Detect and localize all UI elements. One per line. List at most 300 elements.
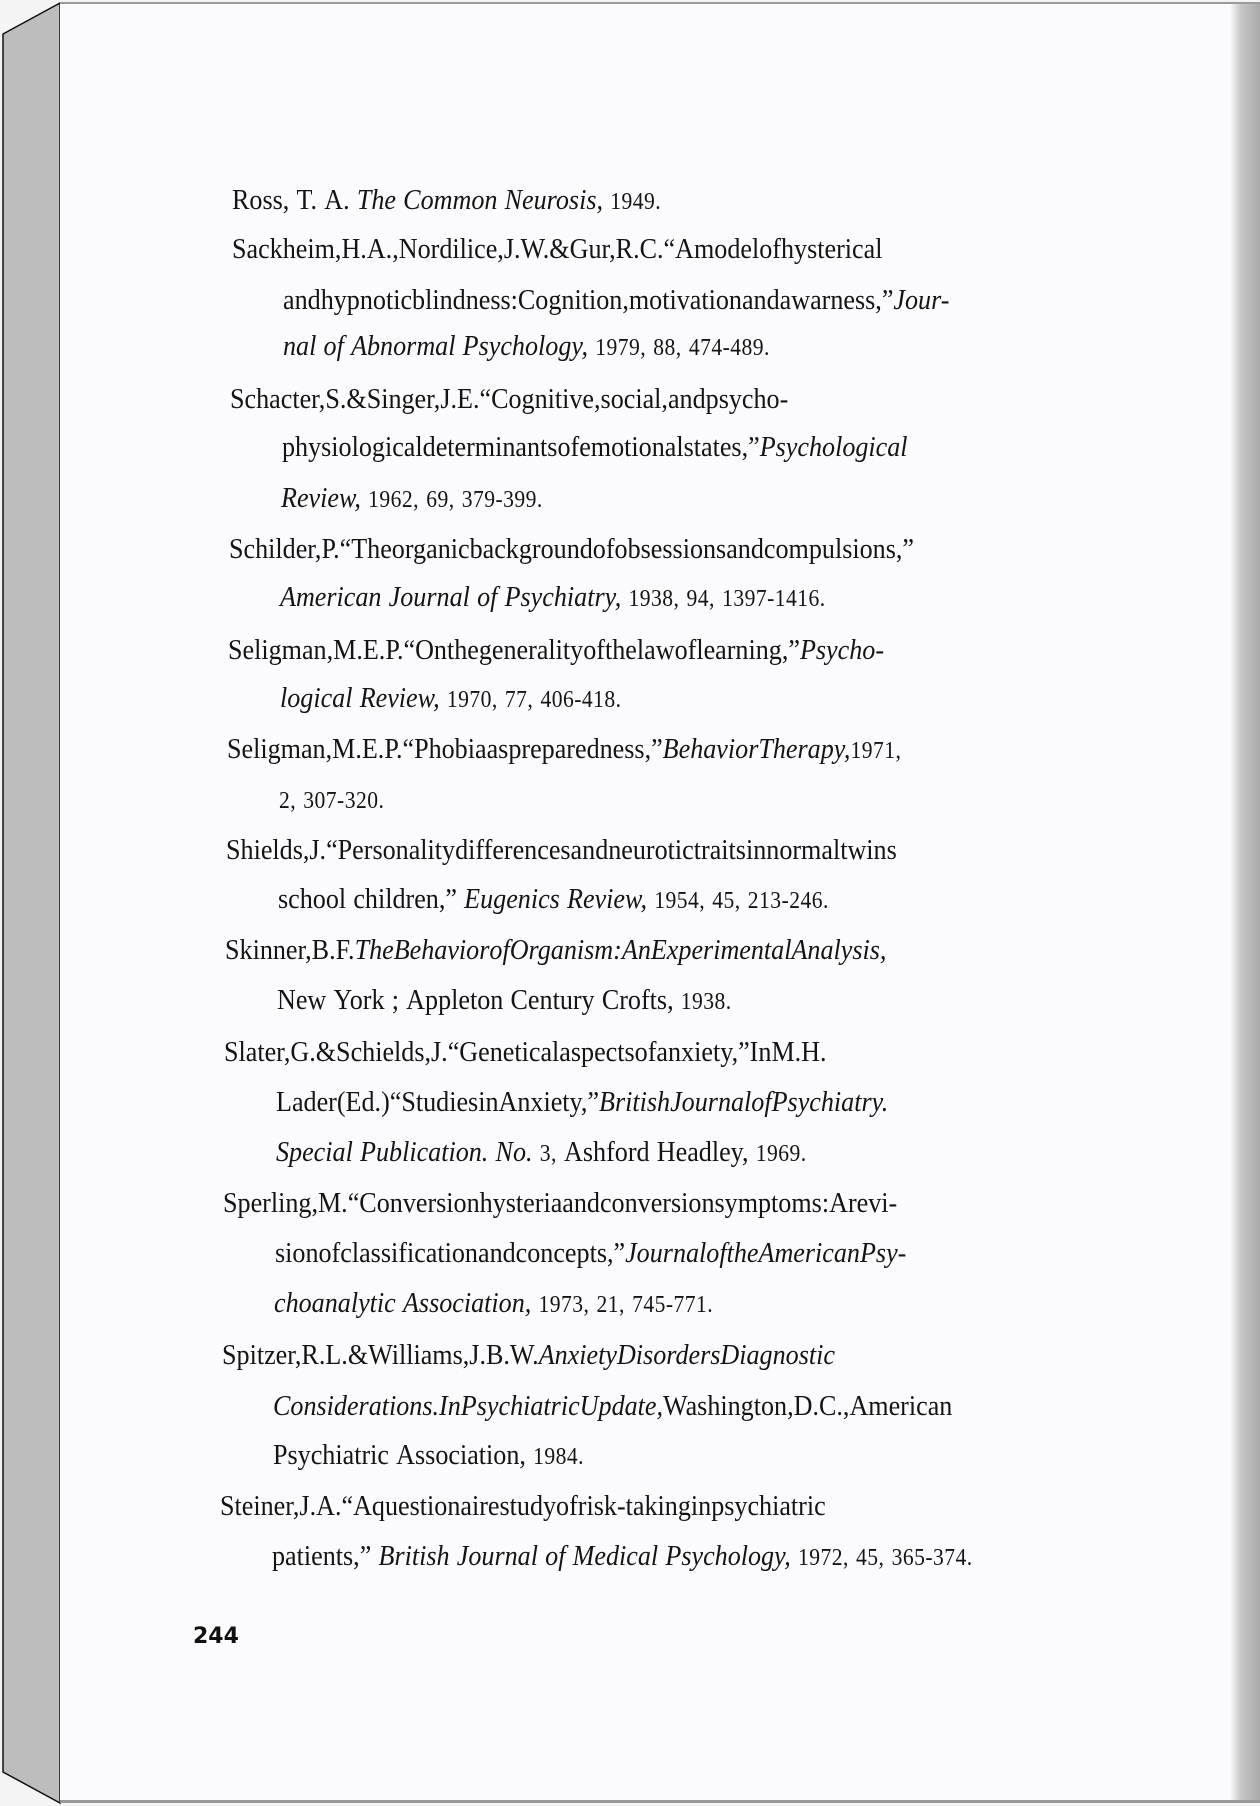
reference-word [348, 1183, 480, 1223]
reference-italic-text: Special [275, 1136, 353, 1168]
reference-word [800, 630, 884, 670]
reference-word [759, 229, 781, 269]
reference-word [224, 1032, 290, 1072]
reference-word [632, 1287, 713, 1319]
reference-word [860, 1233, 906, 1273]
reference-italic-text: Eugenics [463, 883, 560, 915]
reference-word [663, 729, 759, 769]
reference-text: M. [333, 634, 363, 666]
reference-word [369, 482, 420, 514]
reference-italic-text: American [758, 1237, 860, 1269]
reference-word [321, 529, 339, 569]
reference-number-text: 69, [426, 487, 455, 513]
reference-entry-first-line [228, 630, 1123, 670]
reference-word [557, 427, 579, 467]
reference-number-text: 213-246. [747, 888, 829, 914]
reference-italic-text: Organism [510, 934, 614, 966]
reference-text: and [570, 834, 609, 866]
reference-text: Schacter, [230, 383, 326, 415]
reference-text: Headley, [656, 1136, 749, 1168]
reference-text: P. [384, 733, 403, 765]
reference-word [856, 1540, 884, 1572]
reference-entry-continuation-line [280, 678, 621, 718]
reference-word [479, 630, 583, 670]
reference-word [431, 1032, 448, 1072]
reference-word [355, 930, 394, 970]
reference-number-text: 1972, [797, 1545, 849, 1571]
reference-number-text: 1962, [368, 487, 420, 513]
reference-word [668, 379, 706, 419]
reference-entry-continuation-line [276, 1082, 1123, 1122]
reference-number-text: 45, [856, 1545, 885, 1571]
reference-word [560, 1032, 635, 1072]
reference-entry-first-line [229, 529, 1123, 569]
reference-word [326, 379, 347, 419]
reference-text: motivation [628, 284, 743, 316]
reference-word [654, 883, 705, 915]
reference-word [326, 830, 455, 870]
reference-text: in [691, 1490, 712, 1522]
reference-italic-text: choanalytic [274, 1287, 397, 1319]
reference-text: social, [600, 383, 669, 415]
reference-text: neurotic [608, 834, 694, 866]
reference-italic-text: of [477, 581, 498, 613]
reference-word [663, 1386, 794, 1426]
reference-word [480, 1183, 563, 1223]
reference-number-text: 77, [504, 687, 533, 713]
reference-word [549, 229, 569, 269]
reference-word [342, 1486, 372, 1526]
reference-word [227, 729, 332, 769]
reference-text: anxiety,” [656, 1036, 751, 1068]
reference-number-text: 307-320. [302, 788, 384, 814]
reference-word [746, 830, 766, 870]
reference-text: and [477, 1237, 516, 1269]
reference-text: Washington, [663, 1390, 794, 1422]
reference-text: American [849, 1390, 953, 1422]
reference-word [653, 330, 681, 362]
reference-text: psychiatric [711, 1490, 827, 1522]
reference-text: awarness,” [779, 284, 894, 316]
reference-word [464, 883, 560, 915]
reference-word [487, 729, 509, 769]
reference-text: Williams, [367, 1339, 470, 1371]
reference-italic-text: of [545, 1540, 566, 1572]
reference-word [359, 682, 439, 714]
reference-word [578, 1486, 691, 1526]
reference-word [412, 280, 511, 320]
reference-text: the [446, 634, 479, 666]
reference-word [318, 1183, 348, 1223]
reference-text: York [333, 984, 385, 1016]
reference-word [495, 1136, 532, 1168]
reference-italic-text: Experimental [651, 934, 792, 966]
reference-word [758, 1233, 859, 1273]
reference-italic-text: American [280, 581, 382, 613]
reference-text: Lader [276, 1086, 337, 1118]
reference-word [276, 1136, 353, 1168]
reference-text: Anxiety,” [498, 1086, 600, 1118]
reference-italic-text: Behavior [662, 733, 759, 765]
reference-word [759, 729, 851, 769]
reference-word [520, 229, 549, 269]
reference-word [712, 1486, 827, 1526]
reference-word [325, 1335, 347, 1375]
reference-text: organic [391, 533, 470, 565]
reference-text: determinants [422, 431, 558, 463]
reference-word [347, 379, 367, 419]
reference-number-text: 1949. [610, 189, 662, 215]
reference-entry-continuation-line [280, 577, 826, 617]
reference-word [455, 830, 570, 870]
reference-word [469, 529, 592, 569]
reference-italic-text: logical [279, 682, 353, 714]
reference-word [892, 1540, 973, 1572]
reference-word [851, 729, 902, 771]
reference-text: “The [339, 533, 392, 565]
reference-text: B. [485, 1339, 510, 1371]
reference-text: and [742, 284, 780, 316]
reference-italic-text: An [622, 934, 652, 966]
reference-word [228, 630, 333, 670]
reference-italic-text: Journal [670, 1086, 752, 1118]
reference-text: of [674, 634, 697, 666]
reference-word [510, 930, 613, 970]
reference-entry-first-line [232, 180, 661, 220]
reference-word [457, 379, 479, 419]
reference-word [675, 630, 697, 670]
reference-number-text: 1973, [538, 1292, 590, 1318]
reference-word [755, 1136, 806, 1168]
reference-word [310, 830, 327, 870]
reference-word [441, 379, 458, 419]
reference-text: A., [366, 233, 399, 265]
reference-word [232, 229, 341, 269]
reference-word [694, 830, 746, 870]
reference-word [663, 229, 693, 269]
reference-word [378, 1540, 449, 1572]
reference-word [894, 280, 950, 320]
reference-text: R. [615, 233, 640, 265]
reference-word [447, 630, 479, 670]
reference-word [403, 1287, 531, 1319]
reference-number-text: 1397-1416. [722, 586, 827, 612]
reference-word [274, 1287, 396, 1319]
reference-word [318, 1233, 340, 1273]
reference-word [617, 1335, 720, 1375]
reference-text: Steiner, [220, 1490, 300, 1522]
reference-word [300, 1486, 317, 1526]
reference-text: “On [403, 634, 447, 666]
reference-italic-text: Review, [566, 883, 647, 915]
reference-word [398, 229, 503, 269]
reference-word [696, 630, 800, 670]
reference-text: F. [335, 934, 355, 966]
reference-word [469, 1335, 486, 1375]
reference-text: L. [325, 1339, 348, 1371]
reference-text: & [347, 1339, 368, 1371]
reference-word [510, 984, 594, 1016]
reference-word [372, 1486, 500, 1526]
reference-number-text: 1969. [755, 1141, 807, 1167]
reference-word [480, 379, 601, 419]
reference-entry-first-line [222, 1335, 1123, 1375]
reference-word [605, 630, 637, 670]
reference-word [336, 930, 355, 970]
reference-italic-text: Psychological [759, 431, 908, 463]
reference-word [505, 184, 603, 216]
reference-word [742, 280, 780, 320]
reference-word [303, 783, 384, 815]
reference-word [448, 1032, 560, 1072]
reference-word [406, 984, 503, 1016]
reference-entry-continuation-line [272, 1536, 973, 1576]
reference-text: hysteria [479, 1187, 563, 1219]
reference-number-text: 474-489. [688, 335, 770, 361]
reference-word [439, 1386, 461, 1426]
reference-word [540, 682, 621, 714]
reference-word [629, 280, 742, 320]
reference-italic-text: Anxiety [538, 1339, 617, 1371]
reference-text: questionaire [372, 1490, 500, 1522]
reference-word [385, 630, 403, 670]
reference-number-text: 45, [712, 888, 741, 914]
reference-text: C. [639, 233, 664, 265]
reference-text: P. [385, 634, 404, 666]
reference-text: Singer, [366, 383, 441, 415]
reference-word [230, 379, 325, 419]
reference-entry-continuation-line [273, 1435, 584, 1475]
reference-word [694, 229, 759, 269]
reference-text: Spitzer, [221, 1339, 302, 1371]
reference-word [567, 883, 647, 915]
reference-number-text: 88, [653, 335, 682, 361]
reference-word [798, 1540, 849, 1572]
reference-word [712, 883, 740, 915]
reference-number-text: 1971, [850, 738, 902, 764]
reference-word [500, 1486, 557, 1526]
reference-word [232, 184, 289, 216]
reference-text: compulsions,” [763, 533, 914, 565]
reference-word [629, 581, 680, 613]
reference-word [625, 1233, 706, 1273]
reference-word [720, 1335, 835, 1375]
reference-text: : [821, 1187, 830, 1219]
reference-word [384, 729, 402, 769]
reference-word [357, 184, 396, 216]
reference-text: in [478, 1086, 499, 1118]
reference-word [848, 1183, 897, 1223]
reference-word [657, 1032, 750, 1072]
reference-entry-first-line [223, 1183, 1123, 1223]
reference-word [689, 330, 770, 362]
reference-text: G. [290, 1036, 317, 1068]
reference-word [580, 1386, 663, 1426]
reference-italic-text: Behavior [394, 934, 490, 966]
reference-text: (Ed.) [336, 1086, 390, 1118]
reference-italic-text: Review, [359, 682, 440, 714]
reference-text: learning,” [696, 634, 800, 666]
reference-text: sion [274, 1237, 319, 1269]
reference-italic-text: Analysis, [791, 934, 887, 966]
reference-word [538, 1335, 616, 1375]
reference-word [363, 630, 385, 670]
reference-word [278, 883, 346, 915]
reference-italic-text: Abnormal [350, 330, 456, 362]
reference-italic-text: Psychiatric [461, 1390, 580, 1422]
reference-text: W. [509, 1339, 539, 1371]
reference-word [726, 529, 764, 569]
reference-text: S. [325, 383, 347, 415]
reference-text: H. [801, 1036, 828, 1068]
reference-word [687, 581, 715, 613]
reference-word [539, 1287, 590, 1319]
reference-word [706, 379, 789, 419]
reference-text: and [726, 533, 764, 565]
reference-word [781, 229, 882, 269]
reference-word [597, 1287, 625, 1319]
reference-text: aspects [559, 1036, 636, 1068]
reference-number-text: 1970, [446, 687, 498, 713]
reference-word [279, 783, 296, 815]
reference-text: Association, [396, 1439, 526, 1471]
reference-word [510, 1335, 539, 1375]
reference-entry-continuation-line [283, 326, 770, 366]
reference-word [362, 729, 384, 769]
reference-text: children,” [353, 883, 457, 915]
reference-entry-first-line [230, 379, 1123, 419]
reference-word [715, 1183, 822, 1223]
reference-text: A. [324, 184, 350, 216]
reference-word [723, 581, 827, 613]
reference-word [223, 1183, 318, 1223]
reference-word [602, 984, 674, 1016]
reference-word [670, 1082, 751, 1122]
reference-italic-text: The [356, 184, 396, 216]
reference-text: Sperling, [223, 1187, 319, 1219]
reference-text: of [758, 233, 781, 265]
reference-text: A. [316, 1490, 342, 1522]
reference-text: “Personality [326, 834, 456, 866]
reference-italic-text: The [354, 934, 395, 966]
reference-word [767, 830, 841, 870]
reference-text: twins [840, 834, 898, 866]
reference-number-text: 745-771. [632, 1292, 714, 1318]
reference-italic-text: Journal [456, 1540, 538, 1572]
reference-text: H. [341, 233, 367, 265]
reference-text: & [316, 1036, 337, 1068]
reference-text: hysterical [780, 233, 883, 265]
reference-word [229, 529, 321, 569]
reference-word [499, 1082, 600, 1122]
reference-number-text: 1938, [628, 586, 680, 612]
reference-word [772, 1032, 802, 1072]
reference-word [316, 1032, 336, 1072]
reference-text: traits [693, 834, 747, 866]
reference-word [368, 1335, 469, 1375]
reference-entry-continuation-line [273, 1386, 1123, 1426]
reference-word [571, 830, 609, 870]
reference-entry-continuation-line [282, 427, 1123, 467]
reference-italic-text: Psychiatry. [771, 1086, 889, 1118]
reference-text: M. [332, 733, 362, 765]
reference-word [333, 984, 384, 1016]
reference-text: concepts,” [515, 1237, 625, 1269]
reference-word [324, 184, 349, 216]
reference-text: M. [771, 1036, 802, 1068]
reference-number-text: 1979, [594, 335, 646, 361]
reference-word [840, 830, 897, 870]
reference-text: Ross, [232, 184, 290, 216]
reference-word [333, 630, 363, 670]
reference-text: “Conversion [347, 1187, 480, 1219]
reference-entry-continuation-line [277, 980, 732, 1020]
reference-italic-text: of [323, 330, 344, 362]
reference-entry-continuation-line [279, 779, 384, 819]
reference-entry-continuation-line [278, 879, 829, 919]
reference-text: emotional [579, 431, 684, 463]
reference-word [518, 280, 629, 320]
reference-word [462, 482, 543, 514]
reference-word [273, 1386, 439, 1426]
reference-number-text: 94, [687, 586, 716, 612]
reference-word [556, 1486, 578, 1526]
reference-text: Schields, [336, 1036, 432, 1068]
reference-word [504, 682, 532, 714]
reference-word [403, 729, 487, 769]
reference-text: obsessions [614, 533, 727, 565]
reference-word [225, 930, 312, 970]
reference-entry-continuation-line [281, 478, 543, 518]
reference-word [422, 427, 557, 467]
reference-text: psycho- [705, 383, 789, 415]
reference-text: Nordilice, [398, 233, 504, 265]
reference-number-text: 21, [596, 1292, 626, 1318]
reference-italic-text: Journal [389, 581, 471, 613]
reference-text: states,” [683, 431, 760, 463]
reference-word [222, 1335, 301, 1375]
reference-text: Gur, [569, 233, 616, 265]
reference-number-text: 379-399. [462, 487, 544, 513]
reference-italic-text: Disorders [616, 1339, 721, 1371]
reference-word [282, 427, 423, 467]
reference-word [353, 883, 457, 915]
reference-word [539, 1136, 556, 1168]
reference-italic-text: Diagnostic [720, 1339, 835, 1371]
reference-word [226, 830, 309, 870]
reference-entry-first-line [226, 830, 1123, 870]
reference-text: A [829, 1187, 849, 1219]
reference-number-text: 3, [539, 1141, 557, 1167]
reference-italic-text: Considerations. [273, 1390, 440, 1422]
reference-text: as [486, 733, 509, 765]
reference-italic-text: the [726, 1237, 759, 1269]
reference-text: “Cognitive, [479, 383, 601, 415]
reference-italic-text: Journal [624, 1237, 706, 1269]
reference-text: symptoms [714, 1187, 822, 1219]
reference-number-text: 1984. [533, 1444, 584, 1470]
reference-word [332, 729, 362, 769]
reference-text: E. [457, 383, 480, 415]
reference-word [569, 229, 615, 269]
reference-text: hypnotic [320, 284, 413, 316]
reference-italic-text: Psycho- [799, 634, 885, 666]
reference-text: J. [440, 383, 458, 415]
reference-word [764, 529, 914, 569]
reference-word [615, 229, 639, 269]
reference-word [390, 1082, 478, 1122]
reference-word [283, 330, 316, 362]
